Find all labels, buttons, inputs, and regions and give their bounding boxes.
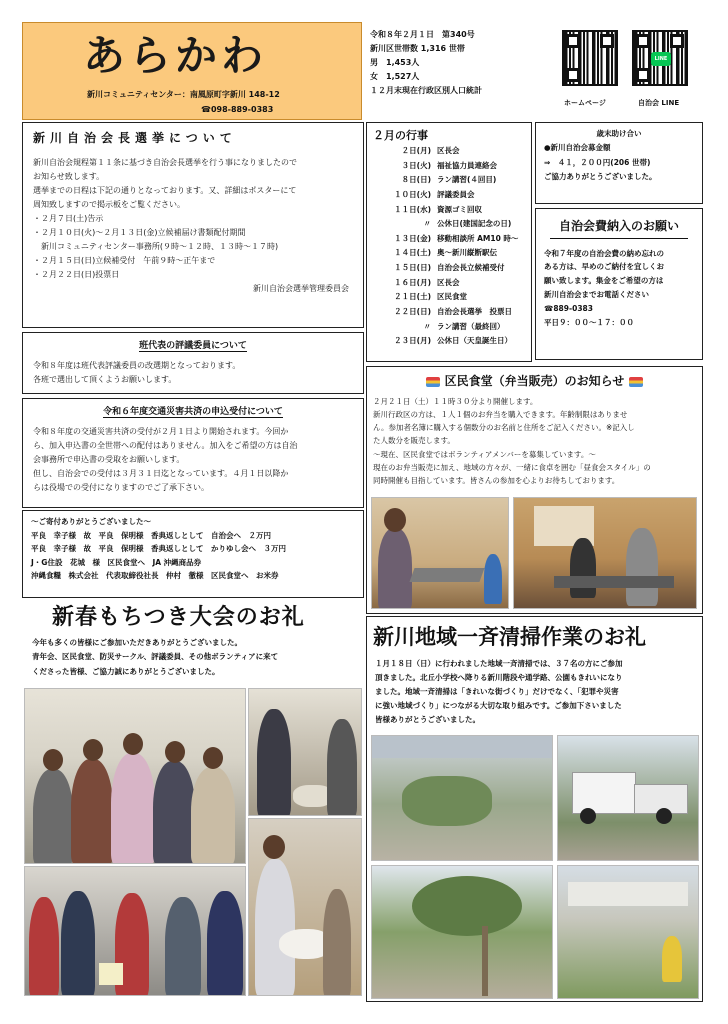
participant-figure <box>83 739 103 761</box>
event-name: 区長会 <box>437 277 460 287</box>
person-figure <box>378 528 412 609</box>
participant-figure <box>207 891 243 996</box>
participant-figure <box>203 747 223 769</box>
mochi-event-text <box>32 636 278 679</box>
event-name: 区民食堂 <box>437 292 467 302</box>
cleanup-photo-truck <box>557 735 699 861</box>
event-row <box>373 232 525 247</box>
cleanup-line: ました。地域一斉清掃は「きれいな街づくり」だけでなく、「犯罪や災害 <box>375 686 619 696</box>
truck-wheel <box>656 808 672 824</box>
mochi-pounding-photo-1 <box>248 688 362 816</box>
event-date: ３日(火) <box>401 160 431 170</box>
mutual-aid-title: 令和６年度交通災害共済の申込受付について <box>103 407 283 417</box>
population-note: １２月末現在行政区別人口統計 <box>370 86 482 95</box>
election-line: 新川自治会規程第１１条に基づき自治会長選挙を行う事になりましたので <box>33 157 297 167</box>
truck-wheel <box>580 808 596 824</box>
event-name: 自治会長選挙 投票日 <box>437 306 512 316</box>
community-dining-notice <box>366 366 703 614</box>
event-name: ラン講習（最終回） <box>437 321 505 331</box>
pounder-figure <box>255 859 295 996</box>
event-row <box>373 320 525 335</box>
volunteer-figure <box>570 538 596 598</box>
qr-finder-icon <box>636 34 650 48</box>
lunchbox-table <box>409 568 484 582</box>
donations-thanks <box>22 510 364 598</box>
donation-entry: 沖縄食糧 株式会社 代表取締役社長 仲村 徹様 区民食堂へ お米券 <box>31 571 279 580</box>
newsletter-title: あらかわ <box>83 31 268 80</box>
line-qr-code[interactable] <box>632 30 688 86</box>
event-row <box>373 203 525 218</box>
cleanup-text <box>375 657 623 726</box>
event-name: 自治会長立候補受付 <box>437 263 505 273</box>
community-center-address: 新川コミュニティセンター：南風原町字新川 148-12 <box>87 90 280 99</box>
mutual-aid-line: ら、加入申込書の全世帯への配付はありません。加入をご希望の方は自治 <box>33 440 298 450</box>
committee-line: 各班で選出して頂くようお願いします。 <box>33 374 177 384</box>
lunchbox-table <box>554 576 674 588</box>
event-row <box>373 261 525 276</box>
participant-figure <box>111 753 155 864</box>
event-row <box>373 334 525 349</box>
cleanup-photo-park <box>371 865 553 999</box>
truck-cab <box>572 772 636 814</box>
issue-date-number: 令和８年２月１日 第340号 <box>370 30 475 39</box>
february-events <box>366 122 532 362</box>
palm-trunk <box>482 926 488 996</box>
dues-tel: ☎889-0383 <box>544 304 593 314</box>
mochi-group-photo <box>24 688 246 864</box>
traffic-mutual-aid <box>22 398 364 508</box>
participant-figure <box>71 759 113 864</box>
committee-notice <box>22 332 364 394</box>
donation-line: ●新川自治会募金額 <box>544 143 611 153</box>
election-line: ・２月１０日(火)～２月１３日(金)立候補届け書類配付期間 <box>33 227 246 237</box>
cleanup-line: 皆様ありがとうございました。 <box>375 714 480 724</box>
event-name: 福祉協力員連絡会 <box>437 160 497 170</box>
event-date: ８日(日) <box>401 175 431 185</box>
mochi-line: 青年会、区民食堂、防災サークル、評議委員、その他ボランティアに来て <box>32 652 279 662</box>
donation-entry: 平良 幸子様 故 平良 保明様 香典返しとして かりゆし会へ ３万円 <box>31 544 286 553</box>
bucket <box>99 963 123 985</box>
donation-entry: J・G住設 花城 様 区民食堂へ JA 沖縄商品券 <box>31 557 202 567</box>
election-line: 周知致しますので掲示板をご覧ください。 <box>33 199 185 209</box>
event-date: １５日(日) <box>394 263 431 273</box>
worker-figure <box>662 936 682 982</box>
event-date: ２２日(日) <box>394 306 431 316</box>
cleanup-section <box>366 616 703 1002</box>
volunteer-figure <box>626 528 658 606</box>
event-row <box>373 246 525 261</box>
event-date: １１日(水) <box>394 204 431 214</box>
event-name: 評議委員会 <box>437 189 475 199</box>
donation-entry: 平良 幸子様 故 平良 保明様 香典返しとして 自治会へ ２万円 <box>31 530 271 540</box>
mutual-aid-line: 会事務所で申込書の受取をお願いします。 <box>33 454 185 464</box>
mochi-pounding-photo-2 <box>248 818 362 996</box>
line-logo-icon: LINE <box>651 52 671 66</box>
pounder-figure <box>257 709 291 816</box>
event-name: 公休日(建国記念の日) <box>437 219 512 229</box>
election-line: 選挙までの日程は下記の通りとなっております。又、詳細はポスターにて <box>33 185 297 195</box>
event-row <box>373 159 525 174</box>
bento-line: 新川行政区の方は、１人１個のお弁当を購入できます。年齢制限はありませ <box>373 410 628 420</box>
qr-finder-icon <box>600 34 614 48</box>
line-label: 自治会 LINE <box>638 99 680 107</box>
mochi-crowd-photo <box>24 866 246 996</box>
child-figure <box>323 889 351 996</box>
event-date: １０日(火) <box>394 189 431 199</box>
household-count: 新川区世帯数 1,316 世帯 <box>370 44 465 53</box>
person-figure <box>384 508 406 532</box>
cleanup-photo-stairs <box>371 735 553 861</box>
event-row <box>373 144 525 159</box>
dues-line: 願い致します。集金をご希望の方は <box>544 276 664 286</box>
qr-finder-icon <box>566 34 580 48</box>
mutual-aid-line: 但し、自治会での受付は３月３１日迄となっています。４月１日以降か <box>33 468 289 478</box>
event-row <box>373 217 525 232</box>
bento-line: 現在のお弁当販売に加え、地域の方々が、一緒に食卓を囲む「昼食会スタイル」の <box>373 462 651 472</box>
issue-info <box>368 22 532 122</box>
election-line: ・２月１５日(日)立候補受付 午前９時～正午まで <box>33 255 216 265</box>
bento-line: ～現在、区民食堂ではボランティアメンバーを募集しています。～ <box>373 449 596 459</box>
qr-finder-icon <box>670 34 684 48</box>
bento-icon <box>426 377 440 387</box>
mochi-line: 今年も多くの皆様にご参加いただきありがとうございました。 <box>32 638 242 647</box>
participant-figure <box>29 897 59 996</box>
event-date: ２１日(土) <box>394 292 431 302</box>
election-notice <box>22 122 364 328</box>
event-name: 公休日（天皇誕生日） <box>437 336 512 346</box>
building-roof <box>372 736 553 758</box>
participant-figure <box>61 891 95 996</box>
male-count: 男 1,453人 <box>370 58 420 67</box>
tree-canopy <box>412 876 522 936</box>
child-figure <box>484 554 502 604</box>
election-line: ・２月２２日(日)投票日 <box>33 269 120 279</box>
cleanup-photo-slope <box>557 865 699 999</box>
participant-figure <box>165 741 185 763</box>
mochi-line: くださった皆様、ご協力誠にありがとうございました。 <box>32 666 220 676</box>
event-date: 〃 <box>423 219 431 229</box>
event-date: ２３日(月) <box>394 336 431 346</box>
bento-line: ん。参加者名簿に購入する個数分のお名前と住所をご記入ください。※記入し <box>373 423 635 433</box>
event-date: １３日(金) <box>394 233 431 243</box>
participant-figure <box>153 761 195 864</box>
participant-figure <box>123 733 143 755</box>
election-line: お知らせ致します。 <box>33 171 105 181</box>
event-row <box>373 305 525 320</box>
committee-line: 令和８年度は班代表評議委員の改選期となっております。 <box>33 360 241 370</box>
cleanup-line: 頂きました。北丘小学校へ降りる新川階段や通学路、公園もきれいになり <box>375 672 623 682</box>
event-row <box>373 173 525 188</box>
mutual-aid-line: 令和８年度の交通災害共済の受付が２月１日より開始されます。今回か <box>33 426 289 436</box>
bento-line: ２月２１日（土）１１時３０分より開催します。 <box>373 397 538 406</box>
election-signature: 新川自治会選挙管理委員会 <box>253 283 349 293</box>
pounder-figure <box>263 835 285 859</box>
qr-finder-icon <box>636 68 650 82</box>
event-date: 〃 <box>423 321 431 331</box>
committee-title: 班代表の評議委員について <box>139 341 247 351</box>
event-name: 奥～新川縦断駅伝 <box>437 248 497 258</box>
dues-line: 新川自治会までお電話ください <box>544 290 649 300</box>
election-title: 新川自治会長選挙について <box>33 131 237 145</box>
participant-figure <box>165 897 201 996</box>
election-line: ・２月７日(土)告示 <box>33 213 104 223</box>
event-date: １４日(土) <box>394 248 431 258</box>
dues-hours: 平日９：００～１７：００ <box>544 317 634 327</box>
bento-line: 同時開催も目指しています。皆さんの参加を心よりお待ちしております。 <box>373 475 620 485</box>
bento-title: 区民食堂（弁当販売）のお知らせ <box>444 374 625 388</box>
dining-photo-1 <box>371 497 509 609</box>
homepage-label: ホームページ <box>564 99 606 107</box>
events-title: ２月の行事 <box>373 129 428 142</box>
donation-amount: ⇒ ４１，２００円(206 世帯) <box>544 157 651 167</box>
event-row <box>373 276 525 291</box>
shrub <box>402 776 492 826</box>
event-name: 移動相談所 AM10 時～ <box>437 233 519 243</box>
event-row <box>373 188 525 203</box>
cleanup-line: １月１８日（日）に行われました地域一斉清掃では、３７名の方にご参加 <box>375 659 623 668</box>
dues-line: 令和７年度の自治会費の納め忘れの <box>544 248 664 258</box>
participant-figure <box>191 767 235 864</box>
community-center-tel: ☎098-889-0383 <box>201 105 274 114</box>
event-name: ラン講習(４回目) <box>437 175 497 185</box>
event-date: ２日(月) <box>401 146 431 156</box>
mochi-event-title: 新春もちつき大会のお礼 <box>52 604 305 630</box>
qr-finder-icon <box>566 68 580 82</box>
school-building <box>568 882 688 906</box>
dining-photo-2 <box>513 497 697 609</box>
year-end-donation <box>535 122 703 204</box>
dues-title: 自治会費納入のお願い <box>550 217 688 239</box>
donation-title: 歳末助け合い <box>596 129 642 138</box>
pounder-figure <box>327 719 357 816</box>
donation-thanks: ご協力ありがとうございました。 <box>544 171 657 181</box>
event-date: １６日(月) <box>394 277 431 287</box>
participant-figure <box>33 769 73 864</box>
event-name: 区長会 <box>437 146 460 156</box>
bento-line: た人数分を販売します。 <box>373 436 455 446</box>
cleanup-title: 新川地域一斉清掃作業のお礼 <box>373 624 646 649</box>
election-line: 新川コミュニティセンター事務所(９時～１２時、１３時～１７時) <box>33 241 279 251</box>
mutual-aid-line: らは役場での受付になりますのでご了承下さい。 <box>33 482 209 492</box>
dues-request <box>535 208 703 360</box>
event-name: 資源ゴミ回収 <box>437 204 482 214</box>
dues-line: ある方は、早めのご納付を宜しくお <box>544 262 664 272</box>
event-row <box>373 290 525 305</box>
homepage-qr-code[interactable] <box>562 30 618 86</box>
bento-icon <box>629 377 643 387</box>
participant-figure <box>43 749 63 771</box>
donations-title: ～ご寄付ありがとうございました～ <box>31 517 151 526</box>
masthead <box>22 22 362 120</box>
cleanup-line: に強い地域づくり」につながる大切な取り組みです。ご参加下さいました <box>375 700 622 710</box>
female-count: 女 1,527人 <box>370 72 420 81</box>
